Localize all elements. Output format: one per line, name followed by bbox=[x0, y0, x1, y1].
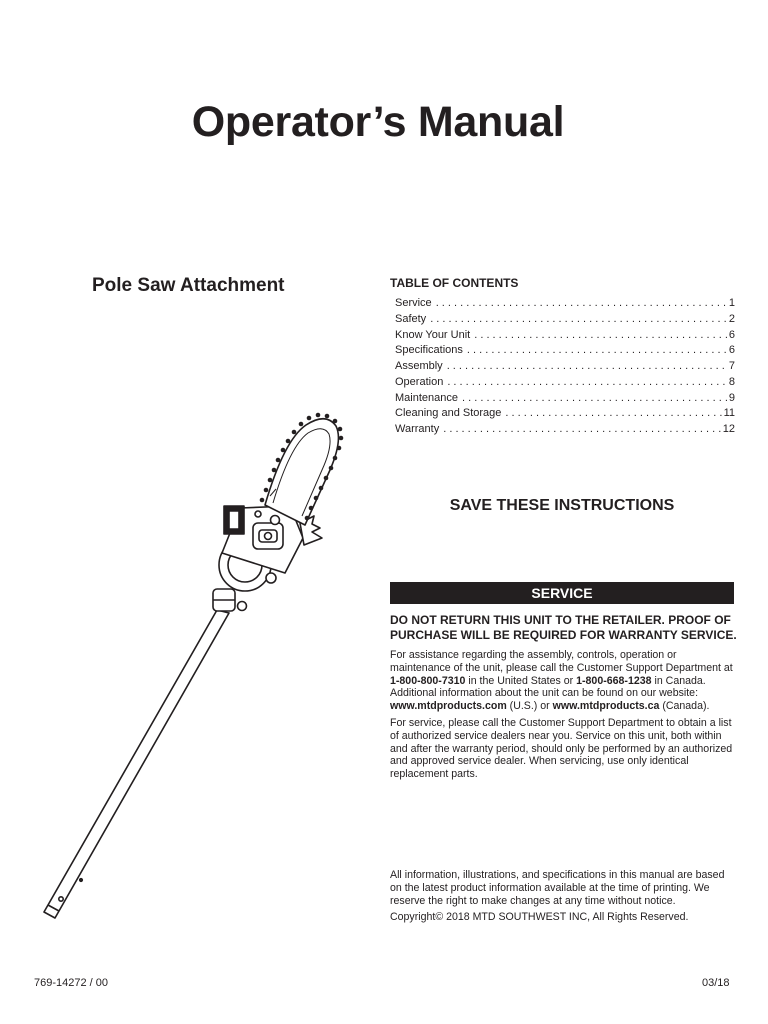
part-number: 769-14272 / 00 bbox=[34, 977, 109, 989]
toc-item[interactable]: Operation . . . 8 bbox=[395, 376, 735, 392]
toc-item[interactable]: Warranty . . . 12 bbox=[395, 423, 735, 439]
product-name: Pole Saw Attachment bbox=[92, 275, 285, 296]
print-date: 03/18 bbox=[702, 977, 730, 989]
save-instructions-heading: SAVE THESE INSTRUCTIONS bbox=[449, 497, 675, 514]
table-of-contents bbox=[395, 297, 735, 439]
canada-phone-number: 1-800-668-1238 bbox=[576, 674, 652, 687]
us-website: www.mtdproducts.com bbox=[390, 700, 507, 713]
service-section-heading: SERVICE bbox=[390, 582, 734, 604]
toc-item[interactable]: Safety . . . 2 bbox=[395, 313, 735, 329]
pole-saw-illustration bbox=[0, 0, 380, 940]
service-dealer-paragraph: For service, please call the Customer Support Department to obtain a list of authorized service dealers near you. Service on this unit, both within and after the warranty period, should only be performed by an authorized and approved service dealer. When servicing, use only identical replacement parts. bbox=[390, 717, 733, 781]
copyright-notice: Copyright© 2018 MTD SOUTHWEST INC, All Rights Reserved. bbox=[390, 911, 689, 923]
service-contact-paragraph: For assistance regarding the assembly, controls, operation or maintenance of the unit, please call the Customer Support Department at 1-800-800-7310 in the United States or 1-800-668-1238 in Canada. Additional information about the unit can be found on our website: www.mtdproducts.com (U.S.) or www.mtdproducts.ca (Canada). bbox=[390, 649, 733, 713]
toc-item[interactable]: Know Your Unit . . . 6 bbox=[395, 329, 735, 345]
toc-item[interactable]: Service . . . 1 bbox=[395, 297, 735, 313]
service-warning: DO NOT RETURN THIS UNIT TO THE RETAILER. PROOF OF PURCHASE WILL BE REQUIRED FOR WARRANTY SERVICE. bbox=[390, 613, 737, 642]
toc-item[interactable]: Assembly . . . 7 bbox=[395, 360, 735, 376]
page-title: Operator’s Manual bbox=[191, 98, 565, 146]
toc-item[interactable]: Cleaning and Storage . . . 11 bbox=[395, 407, 735, 423]
disclaimer-paragraph: All information, illustrations, and specifications in this manual are based on the latest product information available at the time of printing. We reserve the right to make changes at any time without notice. bbox=[390, 869, 725, 907]
toc-heading: TABLE OF CONTENTS bbox=[390, 276, 519, 290]
us-phone-number: 1-800-800-7310 bbox=[390, 674, 466, 687]
toc-item[interactable]: Specifications . . . 6 bbox=[395, 344, 735, 360]
toc-item[interactable]: Maintenance . . . 9 bbox=[395, 392, 735, 408]
canada-website: www.mtdproducts.ca bbox=[552, 700, 660, 713]
